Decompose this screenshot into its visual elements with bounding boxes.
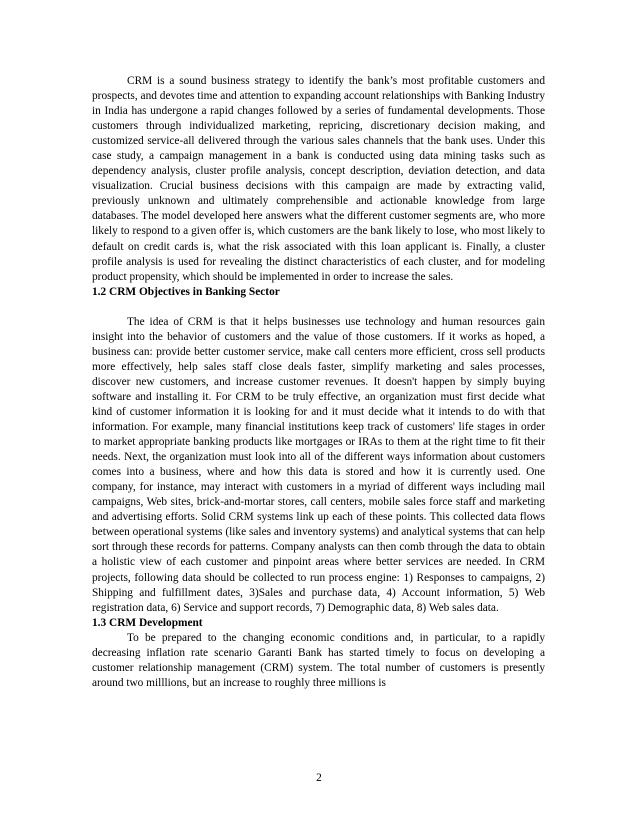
blank-line xyxy=(92,300,545,315)
page-number: 2 xyxy=(316,772,322,784)
paragraph-crm-objectives: The idea of CRM is that it helps businesses use technology and human resources gain insight into the behavior of customers and the value of those customers. If it works as hoped, a business can: provide better customer service, make call centers more efficient, cross sell products more effectively, help sales staff close deals faster, simplify marketing and sales processes, discover new customers, and increase customer revenues. It doesn't happen by simply buying software and installing it. For CRM to be truly effective, an organization must first decide what kind of customer information it is looking for and it must decide what it intends to do with that information. For example, many financial institutions keep track of customers' life stages in order to market appropriate banking products like mortgages or IRAs to them at the right time to fit their needs. Next, the organization must look into all of the different ways information about customers comes into a business, where and how this data is stored and how it is currently used. One company, for instance, may interact with customers in a myriad of different ways including mail campaigns, Web sites, brick-and-mortar stores, call centers, mobile sales force staff and marketing and advertising efforts. Solid CRM systems link up each of these points. This collected data flows between operational systems (like sales and inventory systems) and analytical systems that can help sort through these records for patterns. Company analysts can then comb through the data to obtain a holistic view of each customer and pinpoint areas where better services are needed. In CRM projects, following data should be collected to run process engine: 1) Responses to campaigns, 2) Shipping and fulfillment dates, 3)Sales and purchase data, 4) Account information, 5) Web registration data, 6) Service and support records, 7) Demographic data, 8) Web sales data. xyxy=(92,315,545,614)
paragraph-crm-intro: CRM is a sound business strategy to identify the bank’s most profitable customers and prospects, and devotes time and attention to expanding account relationships with Banking Industry in India has undergone a rapid changes followed by a series of fundamental developments. Those customers through individualized marketing, repricing, discretionary decision making, and customized service-all delivered through the various sales channels that the bank uses. Under this case study, a campaign management in a bank is conducted using data mining tasks such as dependency analysis, cluster profile analysis, concept description, deviation detection, and data visualization. Crucial business decisions with this campaign are made by extracting valid, previously unknown and ultimately comprehensible and actionable knowledge from large databases. The model developed here answers what the different customer segments are, who more likely to respond to a given offer is, which customers are the bank likely to lose, who most likely to default on credit cards is, what the risk associated with this loan applicant is. Finally, a cluster profile analysis is used for revealing the distinct characteristics of each cluster, and for modeling product propensity, which should be implemented in order to increase the sales. xyxy=(92,75,545,283)
section-heading-1-3: 1.3 CRM Development xyxy=(92,616,203,629)
section-heading-1-2: 1.2 CRM Objectives in Banking Sector xyxy=(92,285,280,298)
page-body xyxy=(92,74,545,691)
paragraph-crm-development: To be prepared to the changing economic conditions and, in particular, to a rapidly decreasing inflation rate scenario Garanti Bank has started timely to focus on developing a customer relationship management (CRM) system. The total number of customers is presently around two milllions, but an increase to roughly three millions is xyxy=(92,631,545,689)
